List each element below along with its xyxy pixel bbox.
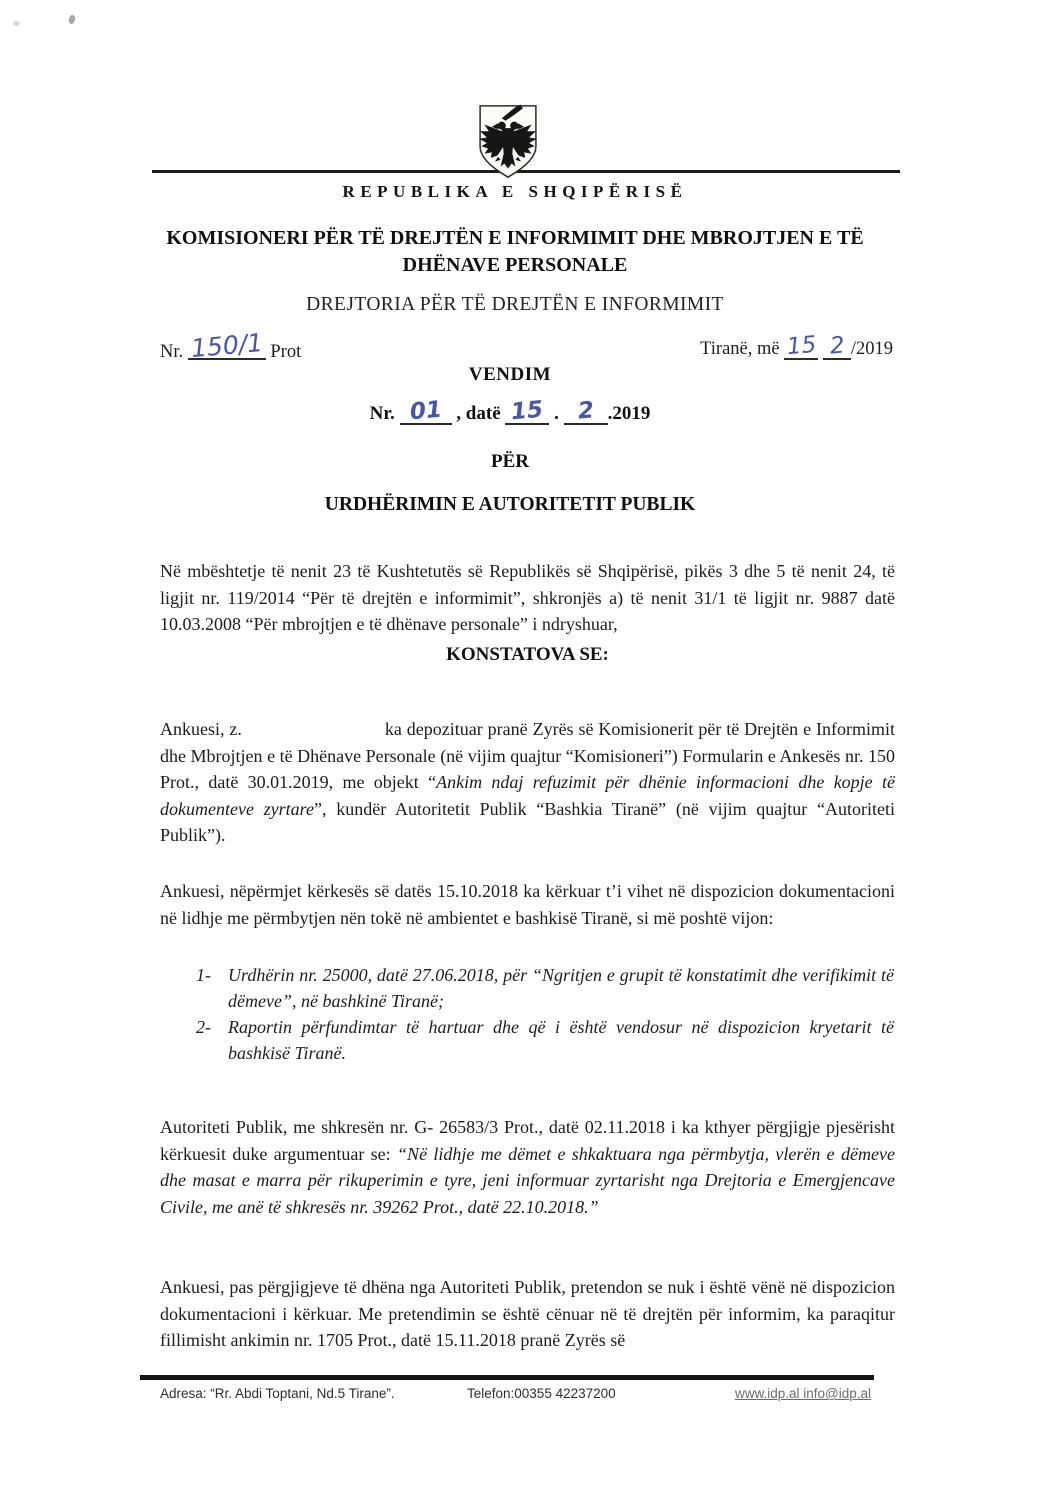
republic-title: REPUBLIKA E SHQIPËRISË — [342, 182, 688, 201]
konstatova-heading: KONSTATOVA SE: — [446, 644, 609, 665]
decision-nr-label: Nr. — [369, 403, 395, 424]
place-date-label: Tiranë, më — [700, 339, 780, 359]
footer-rule — [140, 1375, 874, 1380]
legal-basis-paragraph: Në mbështetje të nenit 23 të Kushtetutës së Republikës së Shqipërisë, pikës 3 dhe 5 të nenit 24, të ligjit nr. 119/2014 “Për të drejtën e informimit”, shkronjës a) të nenit 31/1 të ligjit nr. 9887 datë 10.03.2008 “Për mbrojtjen e të dhënave personale” i ndryshuar, — [160, 561, 895, 635]
decision-month-handwritten: 2 — [576, 397, 595, 425]
day-handwritten: 15 — [785, 331, 817, 361]
protocol-number-label: Nr. — [160, 342, 184, 362]
decision-month-blank — [564, 397, 608, 425]
decision-title: VENDIM — [468, 364, 552, 385]
authority-reply-paragraph: Autoriteti Publik, me shkresën nr. G- 26583/3 Prot., datë 02.11.2018 i ka kthyer përgjigje pjesërisht kërkuesit duke argumentuar se: “Në lidhje me dëmet e shkaktuara nga përmbytja, vlerën e dëmeve dhe masat e marra për rikuperimin e tyre, jeni informuar zyrtarisht nga Drejtoria e Emergjencave Civile, me anë të shkresës nr. 39262 Prot., datë 22.10.2018.” — [160, 1117, 895, 1217]
list-item-number: 2- — [196, 1017, 211, 1037]
scan-speck — [13, 21, 20, 26]
institution-title — [0, 225, 1030, 279]
scan-speck — [68, 14, 76, 24]
month-blank — [823, 332, 851, 360]
per-heading: PËR — [491, 451, 529, 472]
protocol-number-handwritten: 150/1 — [189, 327, 264, 364]
decision-year: .2019 — [607, 403, 651, 424]
protocol-number-row — [160, 327, 302, 364]
footer-phone: Telefon:00355 42237200 — [467, 1386, 616, 1401]
list-item — [196, 1014, 894, 1066]
protocol-number-blank — [188, 327, 266, 364]
year-printed: /2019 — [850, 339, 893, 359]
list-item-number: 1- — [196, 965, 211, 985]
decision-subject-heading: URDHËRIMIN E AUTORITETIT PUBLIK — [324, 494, 696, 515]
decision-date-label: , datë — [456, 403, 501, 424]
list-item-text: Urdhërin nr. 25000, datë 27.06.2018, për “Ngritjen e grupit të konstatimit dhe verifikimit të dëmeve”, në bashkinë Tiranë; — [228, 965, 894, 1011]
footer-address: Adresa: “Rr. Abdi Toptani, Nd.5 Tirane”. — [160, 1386, 395, 1401]
list-item-text: Raportin përfundimtar të hartuar dhe që i është vendosur në dispozicion kryetarit të bashkisë Tiranë. — [228, 1017, 894, 1063]
decision-nr-blank — [400, 396, 452, 426]
footer-website-link: www.idp.al info@idp.al — [734, 1386, 871, 1401]
institution-title-line1: KOMISIONERI PËR TË DREJTËN E INFORMIMIT DHE MBROJTJEN E TË — [166, 227, 864, 249]
protocol-prot-label: Prot — [270, 342, 302, 362]
requested-documents-list — [196, 962, 894, 1066]
request-paragraph: Ankuesi, nëpërmjet kërkesës së datës 15.10.2018 ka kërkuar t’i vihet në dispozicion dokumentacioni në lidhje me përmbytjen nën tokë në ambientet e bashkisë Tiranë, si më poshtë vijon: — [160, 881, 895, 928]
decision-day-blank — [505, 396, 549, 426]
place-date-row — [700, 331, 893, 361]
month-handwritten: 2 — [828, 332, 846, 360]
decision-number-line — [160, 396, 860, 426]
decision-dot: . — [554, 403, 559, 424]
directorate-title: DREJTORIA PËR TË DREJTËN E INFORMIMIT — [306, 294, 724, 315]
pretension-paragraph: Ankuesi, pas përgjigjeve të dhëna nga Autoriteti Publik, pretendon se nuk i është vënë në dispozicion dokumentacioni i kërkuar. Me pretendimin se është cënuar në të drejtën për informim, ka paraqitur fillimisht ankimin nr. 1705 Prot., datë 15.11.2018 pranë Zyrës së — [160, 1277, 895, 1351]
day-blank — [784, 331, 818, 361]
complaint-paragraph: Ankuesi, z. ka depozituar pranë Zyrës së Komisionerit për të Drejtën e Informimit dhe Mbrojtjen e të Dhënave Personale (në vijim quajtur “Komisioneri”) Formularin e Ankesës nr. 150 Prot., datë 30.01.2019, me objekt “Ankim ndaj refuzimit për dhënie informacioni dhe kopje të dokumenteve zyrtare”, kundër Autoritetit Publik “Bashkia Tiranë” (në vijim quajtur “Autoriteti Publik”). — [160, 719, 895, 846]
institution-title-line2: DHËNAVE PERSONALE — [402, 254, 628, 276]
decision-nr-handwritten: 01 — [408, 396, 443, 426]
list-item — [196, 962, 894, 1014]
decision-day-handwritten: 15 — [510, 396, 545, 426]
albania-coat-of-arms-icon — [477, 102, 539, 181]
